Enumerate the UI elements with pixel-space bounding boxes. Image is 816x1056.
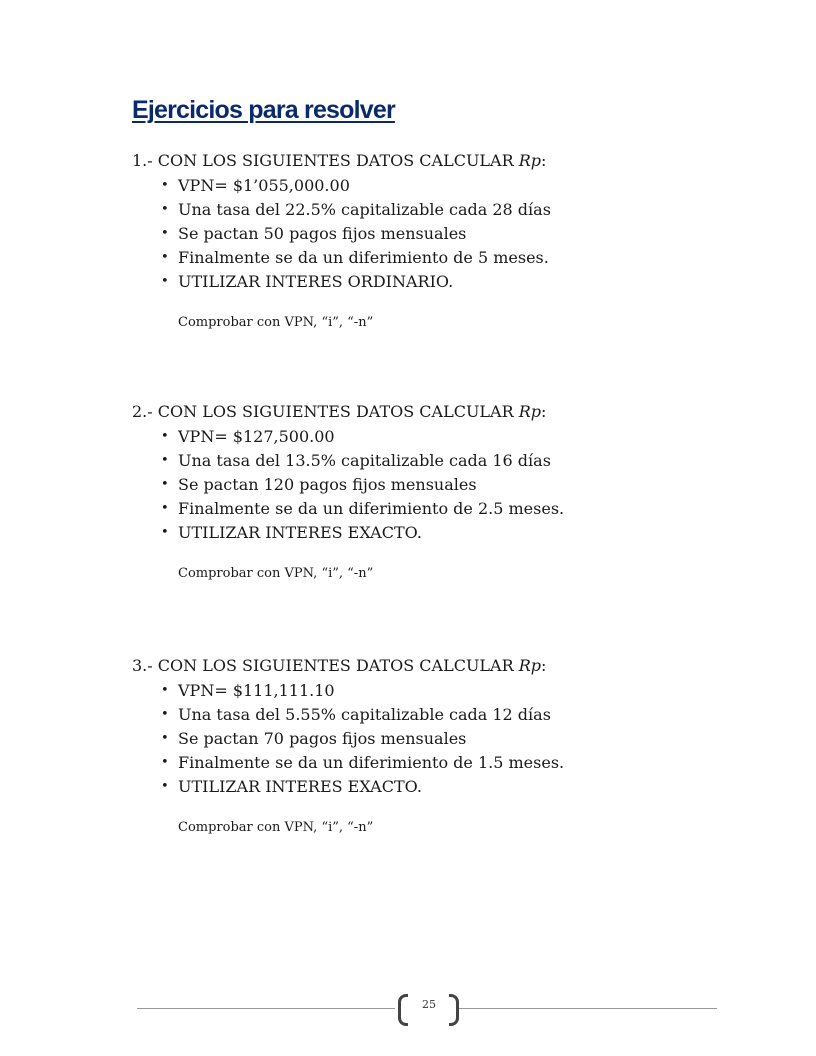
list-item bbox=[132, 703, 732, 727]
exercise-heading-text: 2.- CON LOS SIGUIENTES DATOS CALCULAR bbox=[132, 402, 519, 421]
list-item-text: Finalmente se da un diferimiento de 2.5 meses. bbox=[178, 499, 565, 518]
list-item-text: VPN= $111,111.10 bbox=[178, 681, 335, 700]
bullet-icon: • bbox=[161, 525, 169, 540]
bullet-icon: • bbox=[161, 683, 169, 698]
exercise-heading-text: 1.- CON LOS SIGUIENTES DATOS CALCULAR bbox=[132, 151, 519, 170]
verification-note: Comprobar con VPN, “i”, “-n” bbox=[178, 315, 374, 330]
page-title: Ejercicios para resolver bbox=[132, 96, 395, 124]
left-bracket-icon bbox=[398, 994, 408, 1026]
list-item bbox=[132, 775, 732, 799]
page-number: 25 bbox=[422, 998, 436, 1011]
verification-note: Comprobar con VPN, “i”, “-n” bbox=[178, 566, 374, 581]
bullet-icon: • bbox=[161, 707, 169, 722]
list-item bbox=[132, 497, 732, 521]
bullet-icon: • bbox=[161, 453, 169, 468]
bullet-icon: • bbox=[161, 731, 169, 746]
bullet-icon: • bbox=[161, 755, 169, 770]
list-item-text: Finalmente se da un diferimiento de 5 meses. bbox=[178, 248, 549, 267]
footer-rule-left bbox=[137, 1008, 395, 1009]
bullet-icon: • bbox=[161, 429, 169, 444]
page-footer bbox=[137, 992, 717, 1026]
list-item bbox=[132, 198, 732, 222]
list-item bbox=[132, 751, 732, 775]
rp-symbol: Rp bbox=[518, 656, 542, 675]
heading-colon: : bbox=[541, 656, 547, 675]
exercise-heading-text: 3.- CON LOS SIGUIENTES DATOS CALCULAR bbox=[132, 656, 519, 675]
bullet-icon: • bbox=[161, 250, 169, 265]
list-item-text: Una tasa del 22.5% capitalizable cada 28 días bbox=[178, 200, 551, 219]
list-item bbox=[132, 727, 732, 751]
exercise-1 bbox=[132, 150, 732, 332]
bullet-icon: • bbox=[161, 274, 169, 289]
exercise-heading bbox=[132, 150, 732, 172]
verification-note: Comprobar con VPN, “i”, “-n” bbox=[178, 820, 374, 835]
list-item bbox=[132, 222, 732, 246]
heading-colon: : bbox=[541, 151, 547, 170]
list-item bbox=[132, 449, 732, 473]
exercise-2 bbox=[132, 401, 732, 583]
exercise-heading bbox=[132, 655, 732, 677]
list-item-text: UTILIZAR INTERES ORDINARIO. bbox=[178, 272, 454, 291]
list-item bbox=[132, 270, 732, 294]
exercise-heading bbox=[132, 401, 732, 423]
list-item-text: UTILIZAR INTERES EXACTO. bbox=[178, 777, 422, 796]
bullet-icon: • bbox=[161, 501, 169, 516]
list-item-text: UTILIZAR INTERES EXACTO. bbox=[178, 523, 422, 542]
rp-symbol: Rp bbox=[518, 151, 542, 170]
exercise-data-list bbox=[132, 425, 732, 545]
footer-rule-right bbox=[459, 1008, 717, 1009]
list-item-text: Se pactan 50 pagos fijos mensuales bbox=[178, 224, 467, 243]
list-item bbox=[132, 473, 732, 497]
bullet-icon: • bbox=[161, 226, 169, 241]
list-item-text: Se pactan 120 pagos fijos mensuales bbox=[178, 475, 477, 494]
list-item bbox=[132, 425, 732, 449]
right-bracket-icon bbox=[449, 994, 459, 1026]
heading-colon: : bbox=[541, 402, 547, 421]
bullet-icon: • bbox=[161, 202, 169, 217]
list-item-text: VPN= $1’055,000.00 bbox=[178, 176, 350, 195]
exercise-data-list bbox=[132, 174, 732, 294]
bullet-icon: • bbox=[161, 779, 169, 794]
exercise-data-list bbox=[132, 679, 732, 799]
list-item bbox=[132, 174, 732, 198]
list-item bbox=[132, 679, 732, 703]
rp-symbol: Rp bbox=[518, 402, 542, 421]
list-item-text: Finalmente se da un diferimiento de 1.5 meses. bbox=[178, 753, 565, 772]
exercise-3 bbox=[132, 655, 732, 837]
list-item-text: Una tasa del 13.5% capitalizable cada 16 días bbox=[178, 451, 551, 470]
bullet-icon: • bbox=[161, 477, 169, 492]
list-item bbox=[132, 246, 732, 270]
list-item-text: Se pactan 70 pagos fijos mensuales bbox=[178, 729, 467, 748]
list-item-text: VPN= $127,500.00 bbox=[178, 427, 335, 446]
bullet-icon: • bbox=[161, 178, 169, 193]
list-item bbox=[132, 521, 732, 545]
list-item-text: Una tasa del 5.55% capitalizable cada 12 días bbox=[178, 705, 551, 724]
